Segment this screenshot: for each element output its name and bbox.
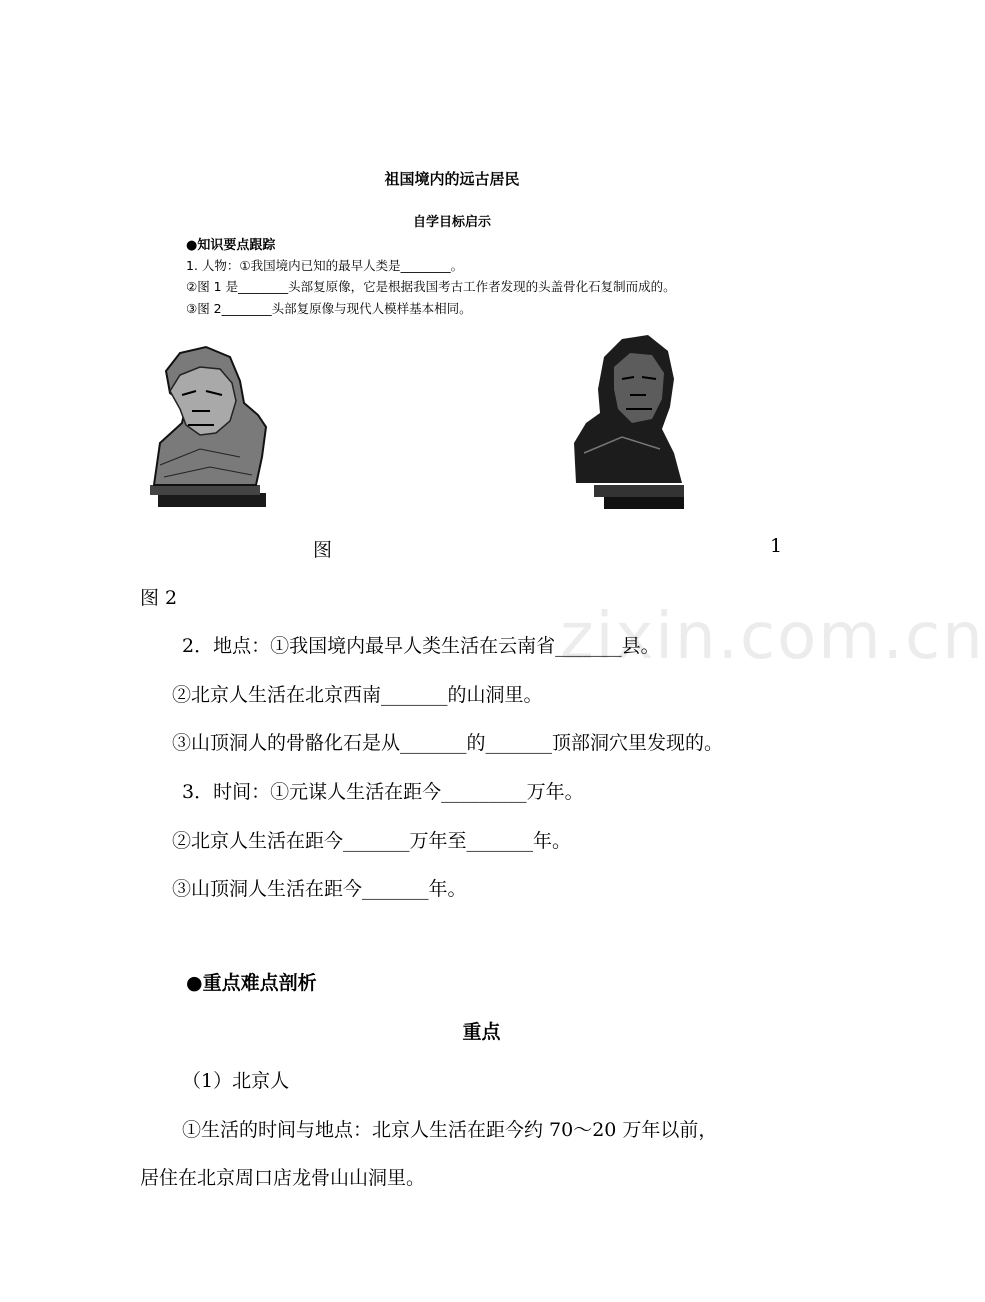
document-title: 祖国境内的远古居民 — [384, 170, 520, 188]
q1-line3: ③图 2________头部复原像与现代人模样基本相同。 — [186, 301, 472, 316]
figure-2-label: 图 2 — [140, 587, 178, 609]
q2-line3: ③山顶洞人的骨骼化石是从_______的_______顶部洞穴里发现的。 — [172, 732, 724, 754]
q2-line2: ②北京人生活在北京西南_______的山洞里。 — [172, 684, 543, 706]
sub-heading-beijing-man: （1）北京人 — [182, 1070, 290, 1092]
q3-line1: 3．时间：①元谋人生活在距今_________万年。 — [182, 781, 584, 803]
bust-figure-2 — [570, 333, 688, 513]
figure-label: 图 — [313, 539, 333, 561]
bust-figure-1 — [140, 345, 272, 510]
knowledge-heading: ●知识要点跟踪 — [186, 238, 276, 253]
figure-number: 1 — [770, 535, 783, 557]
q3-line3: ③山顶洞人生活在距今_______年。 — [172, 878, 467, 900]
q1-line1: 1. 人物：①我国境内已知的最早人类是________。 — [186, 258, 464, 273]
q2-line1: 2．地点：①我国境内最早人类生活在云南省_______县。 — [182, 635, 660, 657]
q3-line2: ②北京人生活在距今_______万年至_______年。 — [172, 830, 572, 852]
analysis-heading: ●重点难点剖析 — [186, 972, 317, 994]
paragraph-line1: ①生活的时间与地点：北京人生活在距今约 70～20 万年以前， — [182, 1119, 718, 1141]
watermark: zixin.com.cn — [560, 600, 985, 674]
q1-line2: ②图 1 是________头部复原像，它是根据我国考古工作者发现的头盖骨化石复制而成的。 — [186, 279, 676, 294]
paragraph-line2: 居住在北京周口店龙骨山山洞里。 — [140, 1167, 426, 1189]
section-subtitle: 自学目标启示 — [412, 215, 491, 230]
key-heading: 重点 — [462, 1021, 501, 1043]
